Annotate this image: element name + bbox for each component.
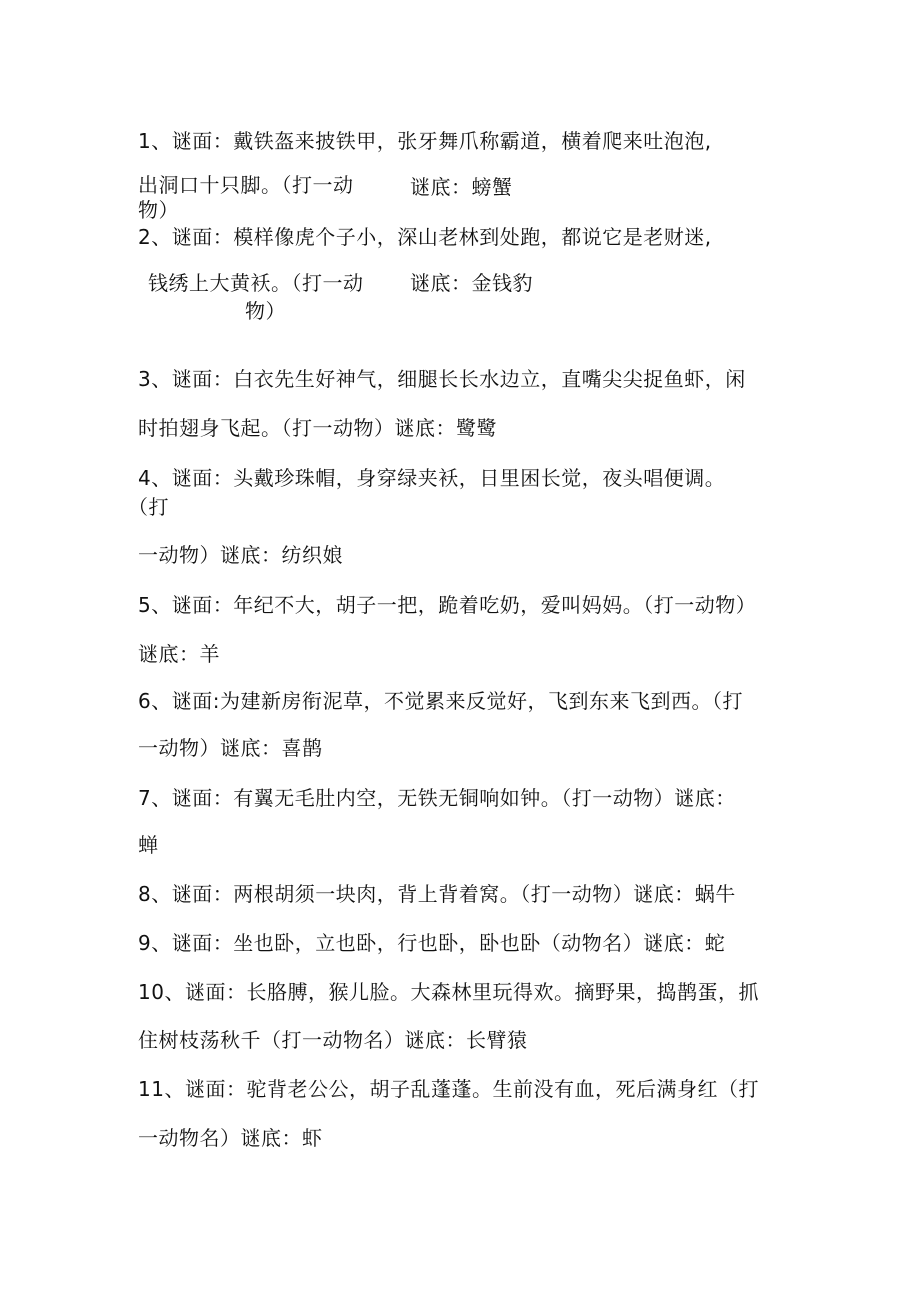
riddle-3-line-2: 时拍翅身飞起。（打一动物）谜底：鹭鹭 bbox=[138, 416, 497, 440]
riddle-3-line-1: 3、谜面：白衣先生好神气，细腿长长水边立，直嘴尖尖捉鱼虾，闲 bbox=[138, 367, 746, 391]
riddle-11-line-2: 一动物名）谜底：虾 bbox=[138, 1126, 323, 1150]
riddle-6-line-1: 6、谜面:为建新房衔泥草，不觉累来反觉好，飞到东来飞到西。（打 bbox=[138, 689, 743, 713]
riddle-10-line-2: 住树枝荡秋千（打一动物名）谜底：长臂猿 bbox=[138, 1028, 528, 1052]
riddle-4-line-2: （打 bbox=[128, 495, 169, 519]
riddle-7-line-1: 7、谜面：有翼无毛肚内空，无铁无铜响如钟。（打一动物）谜底： bbox=[138, 786, 736, 810]
riddle-6-line-2: 一动物）谜底：喜鹊 bbox=[138, 736, 323, 760]
riddle-1-line-1: 1、谜面：戴铁盔来披铁甲，张牙舞爪称霸道，横着爬来吐泡泡, bbox=[138, 129, 712, 153]
riddle-2-line-1: 2、谜面：模样像虎个子小，深山老林到处跑，都说它是老财迷, bbox=[138, 225, 712, 249]
riddle-4-line-3: 一动物）谜底：纺织娘 bbox=[138, 543, 343, 567]
riddle-2-line-2: 钱绣上大黄袄。（打一动 bbox=[148, 271, 364, 295]
riddle-9-line-1: 9、谜面：坐也卧，立也卧，行也卧，卧也卧（动物名）谜底：蛇 bbox=[138, 931, 726, 955]
riddle-4-line-1: 4、谜面：头戴珍珠帽，身穿绿夹袄，日里困长觉，夜头唱便调。 bbox=[138, 466, 726, 490]
riddle-1-answer: 谜底：螃蟹 bbox=[410, 175, 513, 199]
riddle-7-line-2: 蝉 bbox=[138, 833, 159, 857]
riddle-5-line-1: 5、谜面：年纪不大，胡子一把，跪着吃奶，爱叫妈妈。（打一动物） bbox=[138, 593, 757, 617]
riddle-2-line-3: 物） bbox=[245, 299, 286, 323]
riddle-10-line-1: 10、谜面：长胳膊，猴儿脸。大森林里玩得欢。摘野果，捣鹊蛋，抓 bbox=[138, 980, 759, 1004]
riddle-2-answer: 谜底：金钱豹 bbox=[410, 271, 533, 295]
riddle-8-line-1: 8、谜面：两根胡须一块肉，背上背着窝。（打一动物）谜底：蜗牛 bbox=[138, 882, 736, 906]
riddle-11-line-1: 11、谜面：驼背老公公，胡子乱蓬蓬。生前没有血，死后满身红（打 bbox=[138, 1077, 759, 1101]
riddle-5-line-2: 谜底：羊 bbox=[138, 642, 220, 666]
riddle-1-line-2: 出洞口十只脚。（打一动 bbox=[138, 173, 354, 197]
riddle-1-line-3: 物） bbox=[138, 198, 179, 222]
